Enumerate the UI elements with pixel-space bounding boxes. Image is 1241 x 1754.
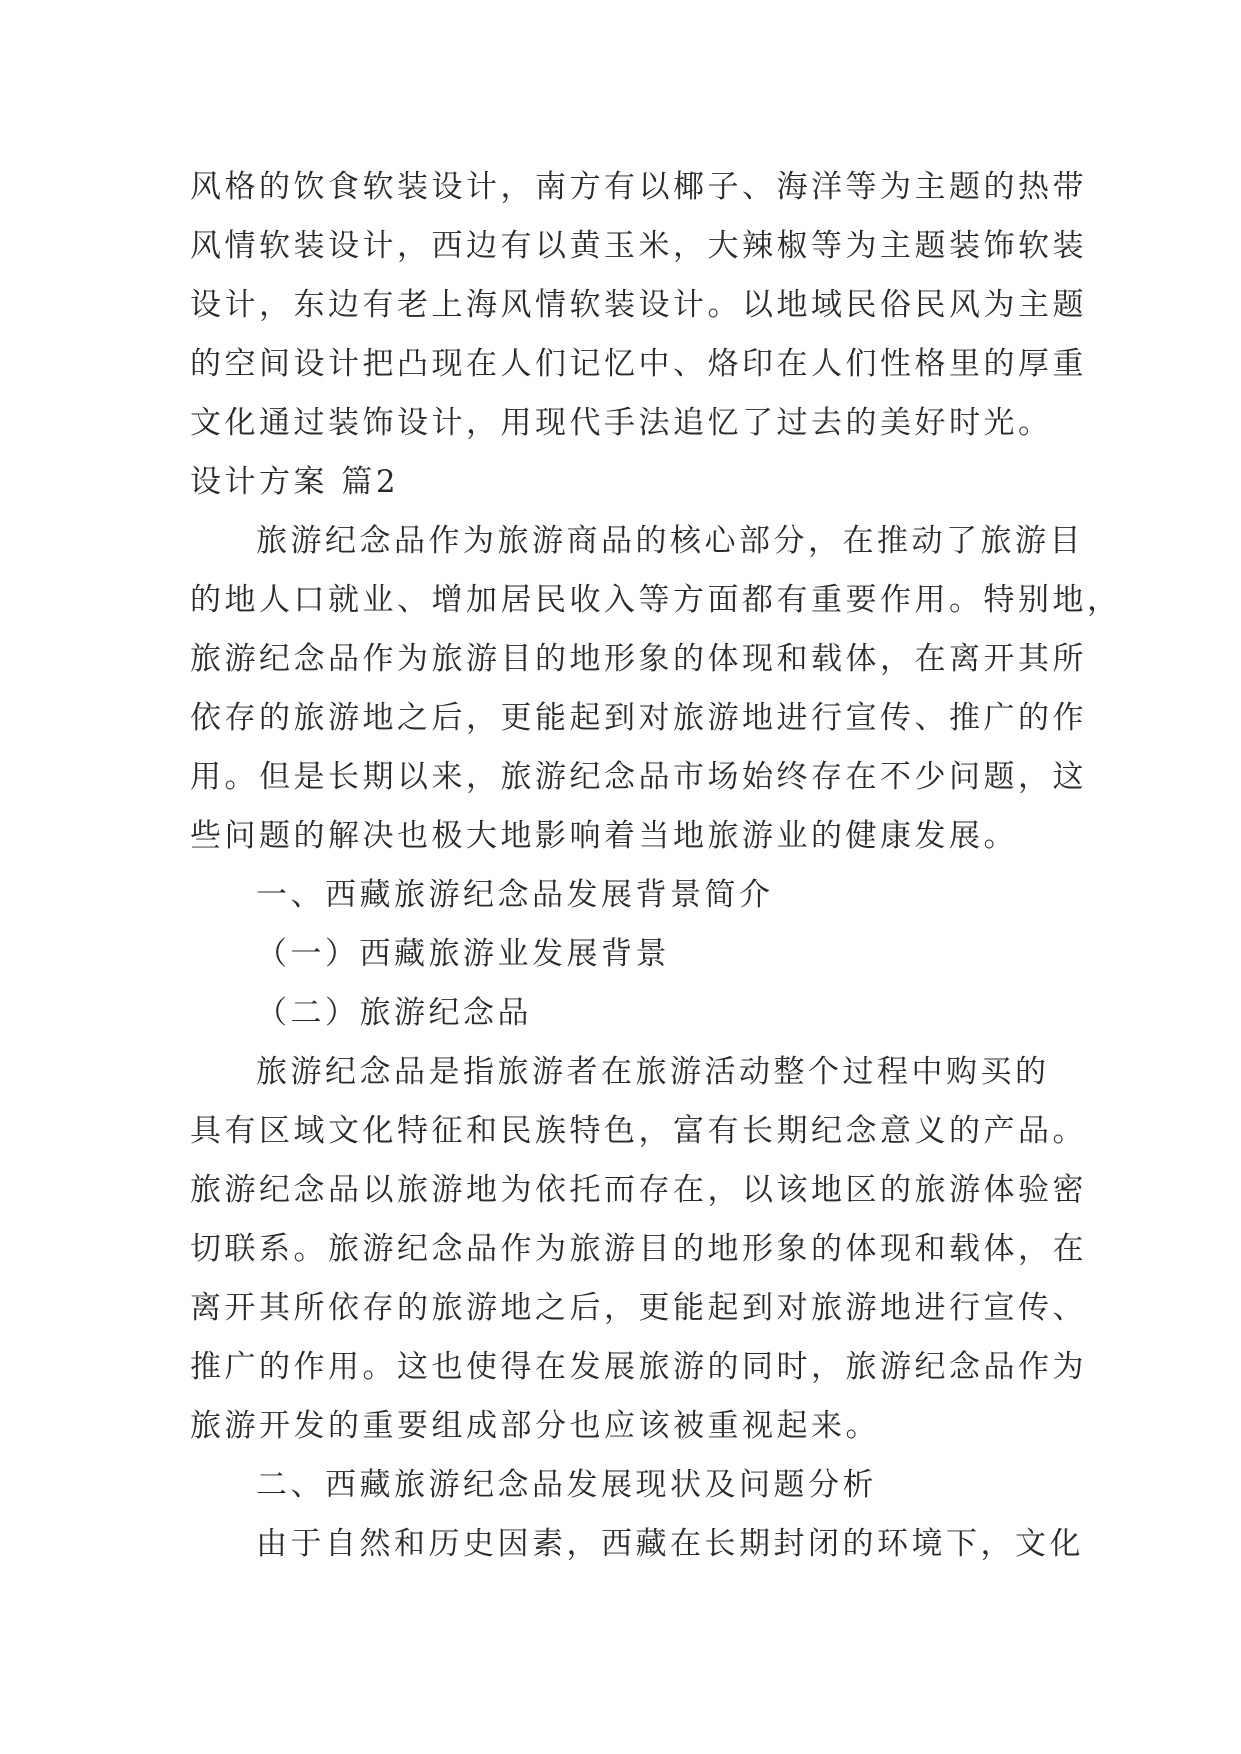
body-line: 依存的旅游地之后，更能起到对旅游地进行宣传、推广的作: [190, 700, 1087, 736]
body-line: 切联系。旅游纪念品作为旅游目的地形象的体现和载体，在: [190, 1231, 1087, 1267]
subheading-1-2: （二）旅游纪念品: [256, 995, 532, 1031]
subheading-1-1: （一）西藏旅游业发展背景: [256, 936, 670, 972]
subheading-1: 一、西藏旅游纪念品发展背景简介: [256, 877, 774, 913]
body-line: 离开其所依存的旅游地之后，更能起到对旅游地进行宣传、: [190, 1290, 1087, 1326]
body-line: 文化通过装饰设计，用现代手法追忆了过去的美好时光。: [190, 405, 1053, 441]
paragraph-start-line: 旅游纪念品作为旅游商品的核心部分，在推动了旅游目: [256, 523, 1084, 559]
body-line: 用。但是长期以来，旅游纪念品市场始终存在不少问题，这: [190, 759, 1087, 795]
body-line: 设计，东边有老上海风情软装设计。以地域民俗民风为主题: [190, 287, 1087, 323]
body-line: 旅游纪念品作为旅游目的地形象的体现和载体，在离开其所: [190, 641, 1087, 677]
body-line: 旅游开发的重要组成部分也应该被重视起来。: [190, 1408, 880, 1444]
body-line: 推广的作用。这也使得在发展旅游的同时，旅游纪念品作为: [190, 1349, 1087, 1385]
body-line: 旅游纪念品以旅游地为依托而存在，以该地区的旅游体验密: [190, 1172, 1087, 1208]
body-line: 的空间设计把凸现在人们记忆中、烙印在人们性格里的厚重: [190, 346, 1087, 382]
subheading-2: 二、西藏旅游纪念品发展现状及问题分析: [256, 1467, 877, 1503]
document-body: [190, 158, 1122, 1574]
body-line: 具有区域文化特征和民族特色，富有长期纪念意义的产品。: [190, 1113, 1087, 1149]
body-line: 风格的饮食软装设计，南方有以椰子、海洋等为主题的热带: [190, 169, 1087, 205]
body-line: 些问题的解决也极大地影响着当地旅游业的健康发展。: [190, 818, 1018, 854]
section-heading: 设计方案 篇2: [190, 464, 400, 500]
paragraph-start-line: 由于自然和历史因素，西藏在长期封闭的环境下，文化: [256, 1526, 1084, 1562]
body-line: 的地人口就业、增加居民收入等方面都有重要作用。特别地，: [190, 582, 1122, 618]
body-line: 风情软装设计，西边有以黄玉米，大辣椒等为主题装饰软装: [190, 228, 1087, 264]
paragraph-start-line: 旅游纪念品是指旅游者在旅游活动整个过程中购买的: [256, 1054, 1050, 1090]
